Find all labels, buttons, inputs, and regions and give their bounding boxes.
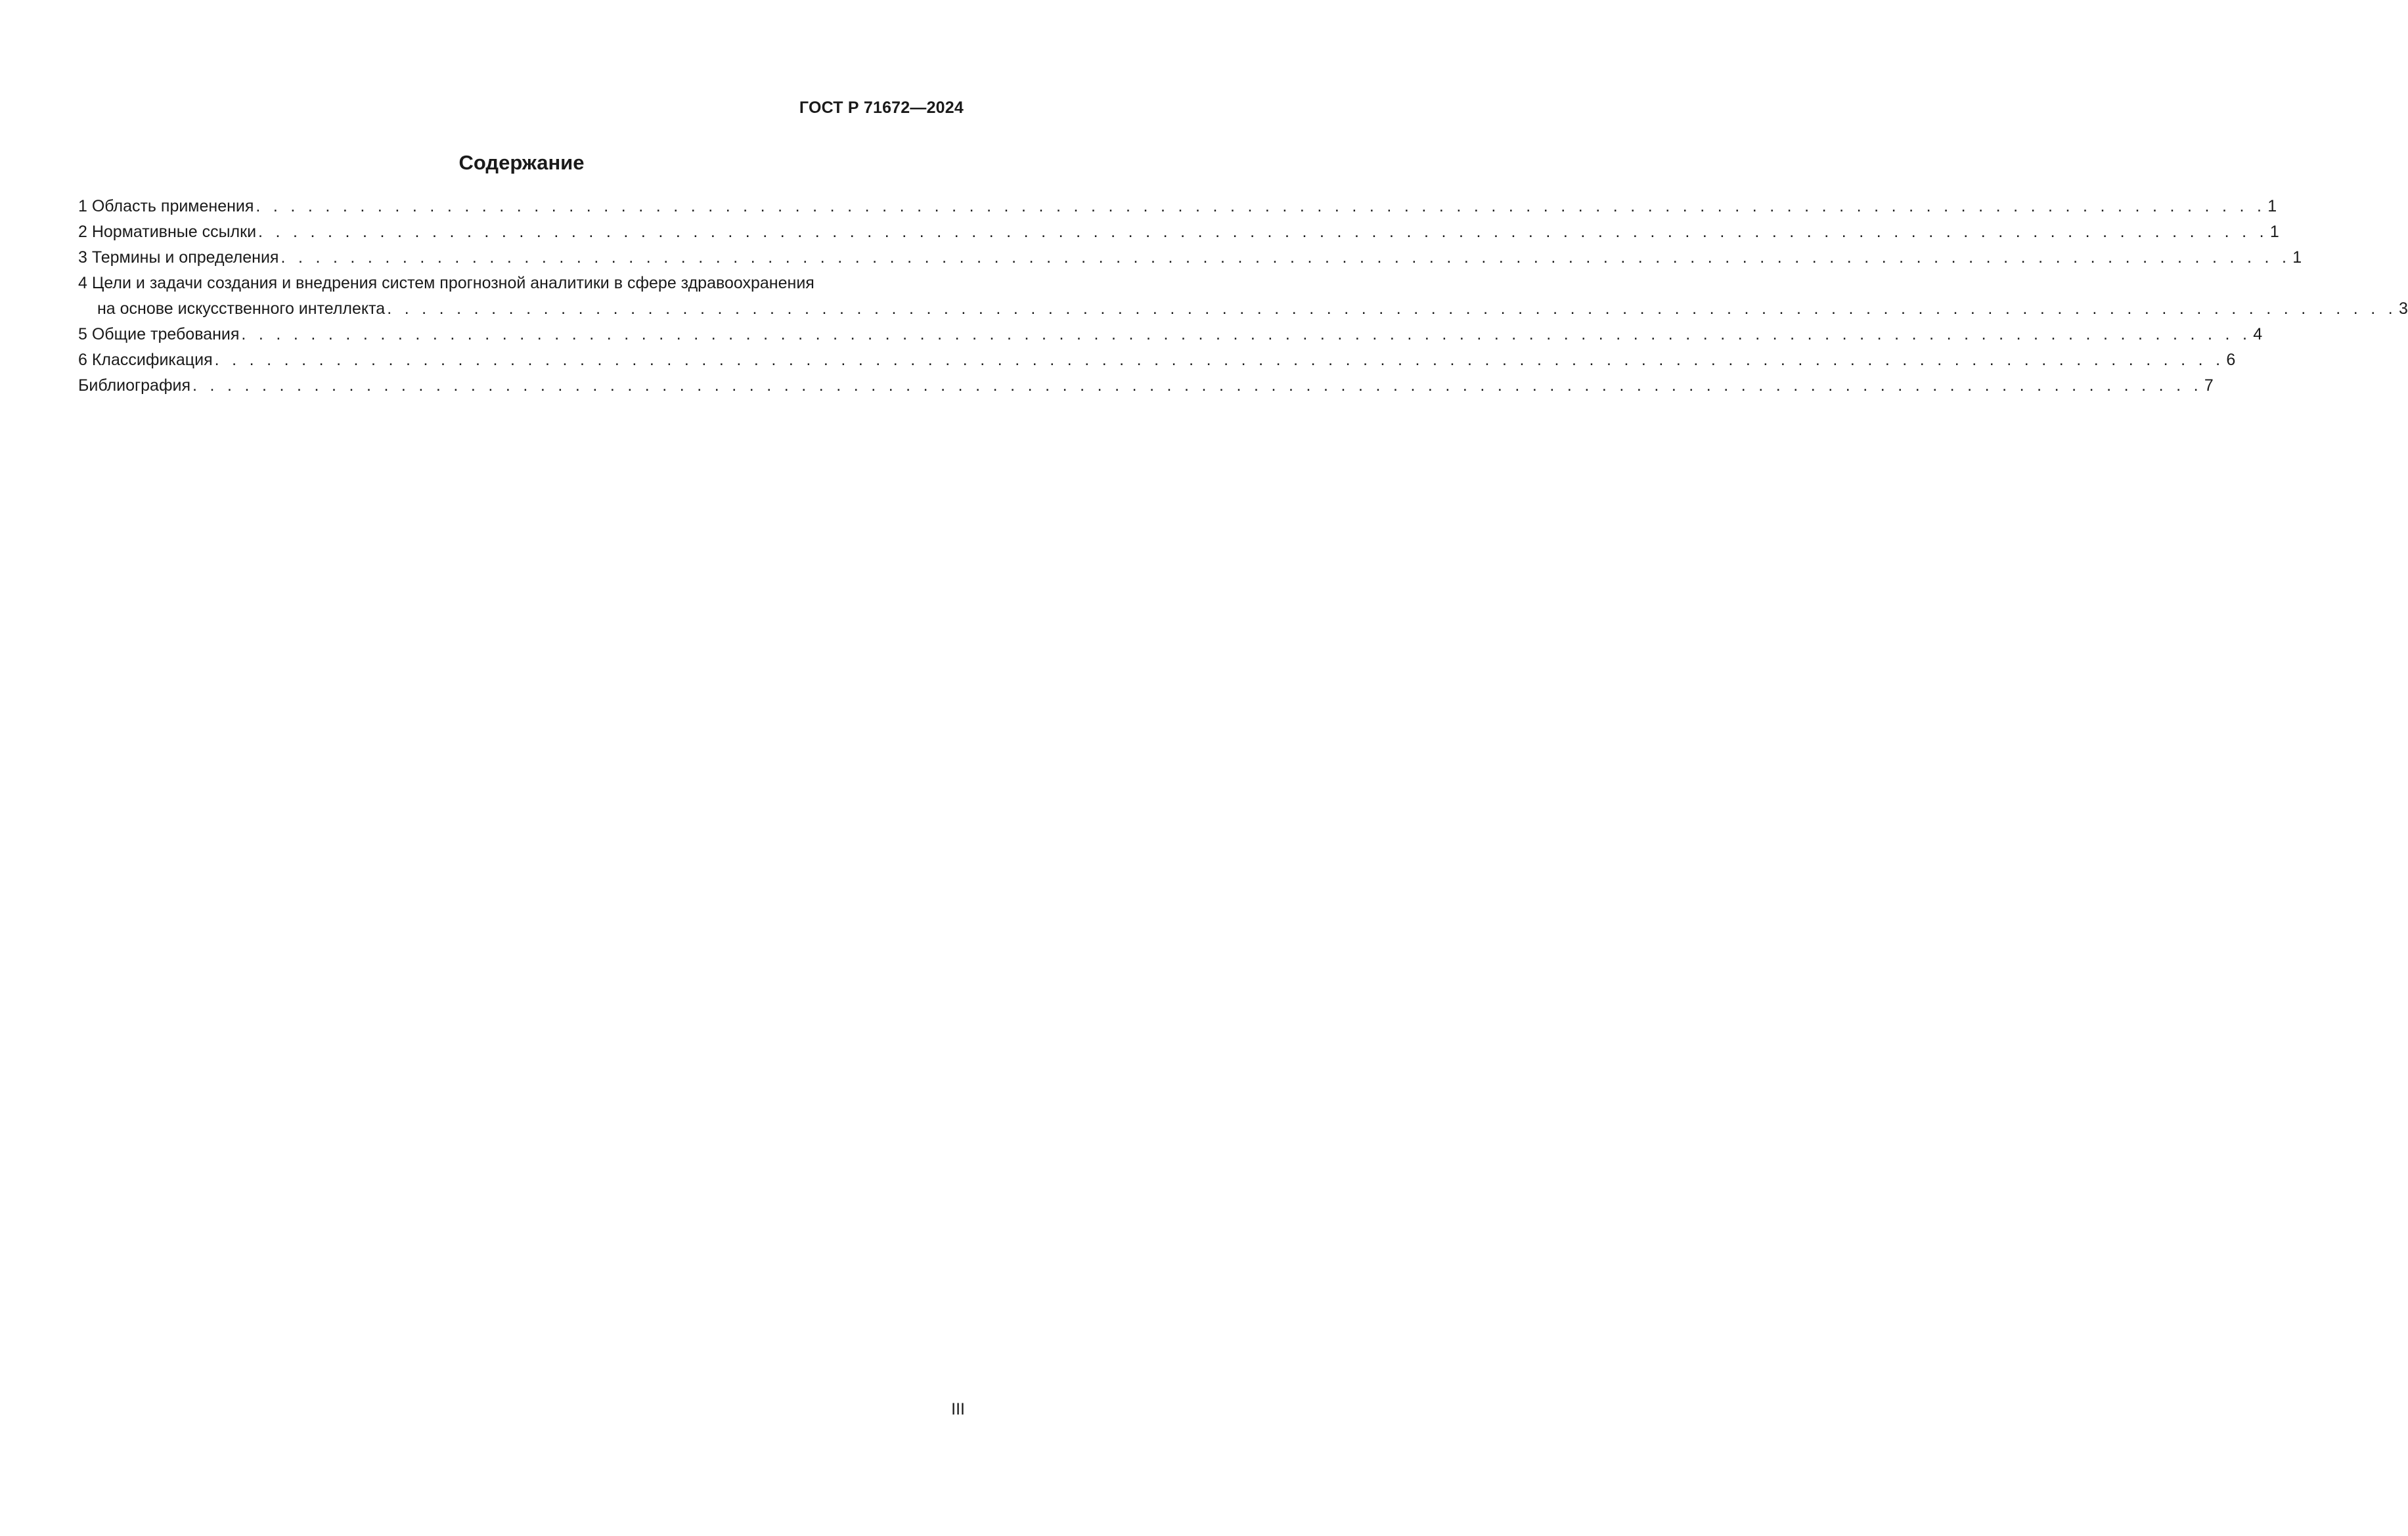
toc-dot-leader: . . . . . . . . . . . . . . . . . . . . . . . . . . . . . . . . . . . . . . . . . . . . . . . . . . . . . . . . . . . . . . . . . . . . . . . . . . . . . . . . . . . . . . . . . . . . . . . . . . . . . . . . . . . . . . . . . . . . <box>214 351 2225 369</box>
toc-dot-leader: . . . . . . . . . . . . . . . . . . . . . . . . . . . . . . . . . . . . . . . . . . . . . . . . . . . . . . . . . . . . . . . . . . . . . . . . . . . . . . . . . . . . . . . . . . . . . . . . . . . . . . . . . . . . . . . . . . . . <box>256 197 2266 215</box>
toc-entry-page: 7 <box>2204 376 2214 395</box>
toc-entry-page: 1 <box>2267 197 2277 215</box>
toc-entry[interactable] <box>78 271 965 296</box>
toc-entry-label: 2 Нормативные ссылки <box>78 223 257 241</box>
toc-entry-label: 3 Термины и определения <box>78 248 279 267</box>
toc-entry-label: Библиография <box>78 376 191 395</box>
toc-entry-label: 4 Цели и задачи создания и внедрения систем прогнозной аналитики в сфере здравоохранения <box>78 274 814 292</box>
toc-entry-page: 6 <box>2226 351 2236 369</box>
toc-entry-page: 4 <box>2253 325 2263 343</box>
table-of-contents <box>78 194 2408 399</box>
toc-entry[interactable] <box>78 373 2214 399</box>
toc-entry[interactable] <box>78 194 2277 219</box>
toc-dot-leader: . . . . . . . . . . . . . . . . . . . . . . . . . . . . . . . . . . . . . . . . . . . . . . . . . . . . . . . . . . . . . . . . . . . . . . . . . . . . . . . . . . . . . . . . . . . . . . . . . . . . . . . . . . . . . . . . . . . . <box>258 223 2268 241</box>
toc-entry[interactable] <box>78 347 2236 373</box>
toc-dot-leader: . . . . . . . . . . . . . . . . . . . . . . . . . . . . . . . . . . . . . . . . . . . . . . . . . . . . . . . . . . . . . . . . . . . . . . . . . . . . . . . . . . . . . . . . . . . . . . . . . . . . . . . . . . . . . . . . . . . . <box>387 299 2397 318</box>
toc-entry-continuation[interactable] <box>78 296 2408 322</box>
toc-entry-page: 1 <box>2269 223 2279 241</box>
toc-dot-leader: . . . . . . . . . . . . . . . . . . . . . . . . . . . . . . . . . . . . . . . . . . . . . . . . . . . . . . . . . . . . . . . . . . . . . . . . . . . . . . . . . . . . . . . . . . . . . . . . . . . . . . . . . . . . . . . . . . . . <box>192 376 2202 395</box>
toc-entry-label: 6 Классификация <box>78 351 213 369</box>
toc-dot-leader: . . . . . . . . . . . . . . . . . . . . . . . . . . . . . . . . . . . . . . . . . . . . . . . . . . . . . . . . . . . . . . . . . . . . . . . . . . . . . . . . . . . . . . . . . . . . . . . . . . . . . . . . . . . . . . . . . . . . <box>280 248 2291 267</box>
toc-entry-page: 3 <box>2398 299 2408 318</box>
document-code: ГОСТ Р 71672—2024 <box>799 99 964 117</box>
toc-entry[interactable] <box>78 322 2263 347</box>
toc-dot-leader: . . . . . . . . . . . . . . . . . . . . . . . . . . . . . . . . . . . . . . . . . . . . . . . . . . . . . . . . . . . . . . . . . . . . . . . . . . . . . . . . . . . . . . . . . . . . . . . . . . . . . . . . . . . . . . . . . . . . <box>241 325 2252 343</box>
toc-entry[interactable] <box>78 245 2302 271</box>
toc-title: Содержание <box>458 151 585 174</box>
toc-entry-page: 1 <box>2292 248 2302 267</box>
toc-entry[interactable] <box>78 219 2279 245</box>
toc-entry-label-continuation: на основе искусственного интеллекта <box>97 299 386 318</box>
page-number: III <box>951 1400 965 1418</box>
toc-entry-label: 5 Общие требования <box>78 325 240 343</box>
toc-entry-label: 1 Область применения <box>78 197 254 215</box>
